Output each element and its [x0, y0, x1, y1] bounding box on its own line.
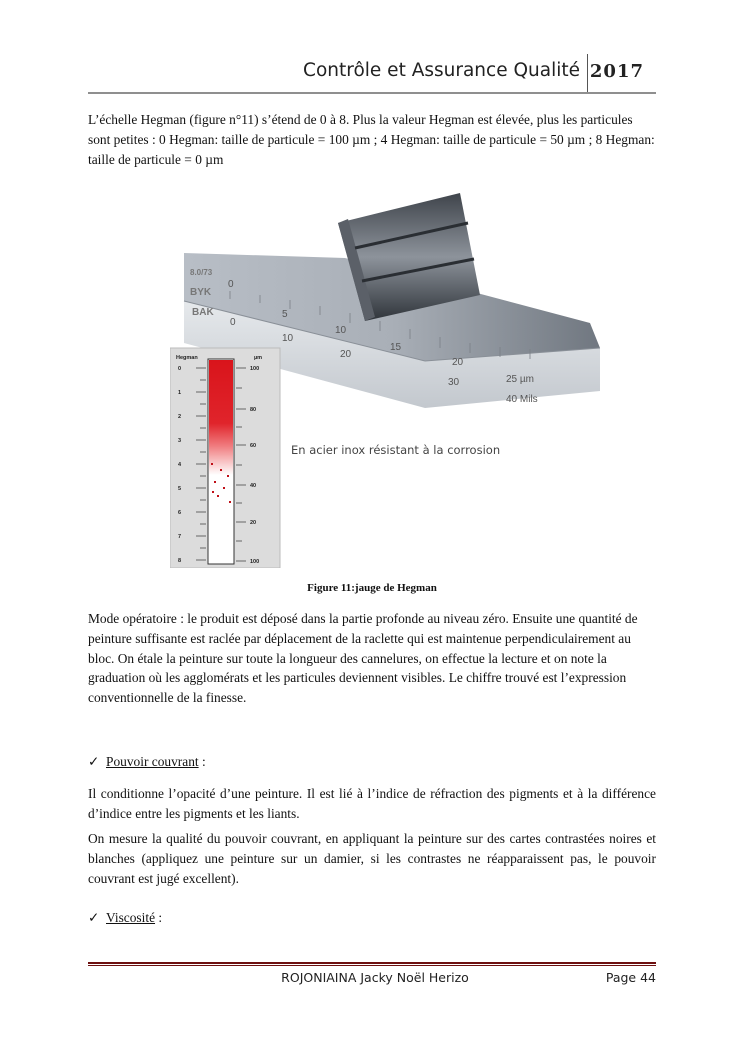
- bullet-pouvoir-couvrant: [88, 752, 206, 772]
- page-header: [88, 54, 656, 92]
- header-year: 2017: [589, 61, 644, 82]
- scale-top-15: 15: [390, 342, 402, 353]
- bullet-suffix: :: [155, 910, 163, 925]
- um-tick-100-bottom: 100: [250, 559, 260, 565]
- hegman-scale-inset: [170, 348, 280, 568]
- scale-bottom-0: 0: [230, 317, 236, 328]
- footer-rule-thin: [88, 965, 656, 966]
- hegman-tick-5: 5: [178, 486, 182, 492]
- bullet-label: Pouvoir couvrant: [106, 754, 199, 769]
- page-number: Page 44: [605, 970, 656, 985]
- pouvoir-couvrant-paragraph-2: On mesure la qualité du pouvoir couvrant, en appliquant la peinture sur des cartes contrastées noires et blanches (appliquez une peinture sur un damier, si les contrastes ne réapparaissent pas, le pouvoir couvrant est jugé excellent).: [88, 831, 656, 886]
- intro-paragraph: L’échelle Hegman (figure n°11) s’étend de 0 à 8. Plus la valeur Hegman est élevée, plus les particules sont petites : 0 Hegman: taille de particule = 100 µm ; 4 Hegman: taille de particule = 50 µm ; 8 Hegman: taille de particule = 0 µm: [88, 112, 655, 167]
- scale-bottom-20: 20: [340, 349, 352, 360]
- stainless-steel-label: En acier inox résistant à la corrosion: [291, 443, 501, 457]
- hegman-axis-title: Hegman: [176, 355, 198, 361]
- um-tick-40: 40: [250, 483, 257, 489]
- scale-top-20: 20: [452, 357, 464, 368]
- hegman-tick-8: 8: [178, 558, 182, 564]
- um-tick-60: 60: [250, 443, 257, 449]
- hegman-tick-1: 1: [178, 390, 182, 396]
- um-tick-100-top: 100: [250, 366, 260, 372]
- header-separator: [587, 54, 588, 92]
- hegman-tick-3: 3: [178, 438, 182, 444]
- um-tick-20: 20: [250, 520, 257, 526]
- mode-operatoire-paragraph: Mode opératoire : le produit est déposé dans la partie profonde au niveau zéro. Ensuite une quantité de peinture suffisante est raclée par déplacement de la raclette qui est maintenue perpendiculairement au bloc. On étale la peinture sur toute la longueur des cannelures, on effectue la lecture et on note la graduation où les agglomérats et les particules deviennent visibles. Le chiffre trouvé est l’expression conventionnelle de la finesse.: [88, 611, 638, 706]
- check-icon: ✓: [88, 754, 100, 769]
- footer-rule: [88, 962, 656, 964]
- gauge-model: 8.0/73: [190, 268, 213, 277]
- header-title: Contrôle et Assurance Qualité: [303, 60, 580, 81]
- scale-top-10: 10: [335, 325, 347, 336]
- scale-bottom-10: 10: [282, 333, 294, 344]
- header-rule: [88, 92, 656, 94]
- check-icon: ✓: [88, 910, 100, 925]
- hegman-tick-4: 4: [178, 462, 182, 468]
- hegman-gauge-illustration: [170, 183, 620, 568]
- um-axis-title: µm: [254, 355, 263, 361]
- brand-bak: BAK: [192, 307, 214, 318]
- scale-top-0: 0: [228, 279, 234, 290]
- figure-caption: Figure 11:jauge de Hegman: [307, 582, 437, 594]
- hegman-gauge-figure: [170, 183, 620, 568]
- hegman-tick-6: 6: [178, 510, 182, 516]
- pouvoir-couvrant-paragraph-1: Il conditionne l’opacité d’une peinture. Il est lié à l’indice de réfraction des pigments et à la différence d’indice entre les pigments et les liants.: [88, 786, 656, 821]
- hegman-tick-2: 2: [178, 414, 182, 420]
- scale-top-5: 5: [282, 309, 288, 320]
- scale-bottom-30: 30: [448, 377, 460, 388]
- bullet-viscosite: [88, 908, 162, 928]
- brand-byk: BYK: [190, 287, 212, 298]
- scale-top-25: 25 µm: [506, 374, 534, 385]
- bullet-suffix: :: [198, 754, 206, 769]
- footer-author: ROJONIAINA Jacky Noël Herizo: [281, 970, 469, 985]
- bullet-label: Viscosité: [106, 910, 156, 925]
- hegman-tick-0: 0: [178, 366, 182, 372]
- scale-bottom-40: 40 Mils: [506, 394, 538, 405]
- hegman-tick-7: 7: [178, 534, 182, 540]
- um-tick-80: 80: [250, 407, 257, 413]
